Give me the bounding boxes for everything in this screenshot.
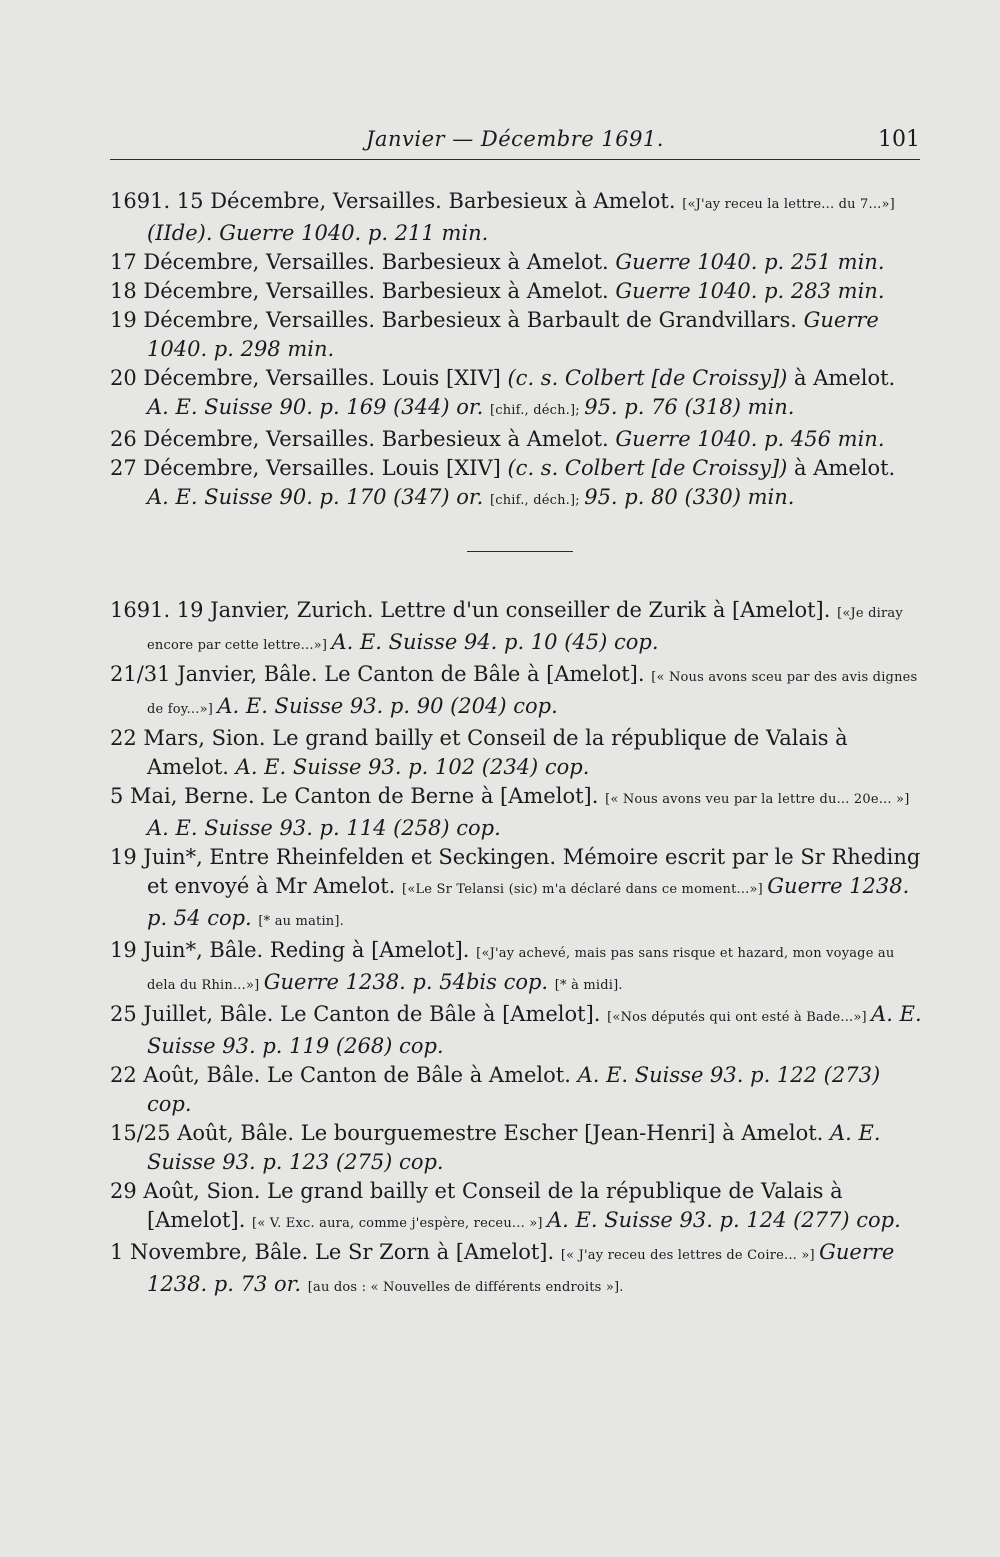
entry-description: 27 Décembre, Versailles. Louis [XIV] bbox=[110, 456, 508, 480]
entry-archive-reference: A. E. Suisse 93. p. 123 (275) cop. bbox=[147, 1121, 881, 1174]
entry-description: 19 Décembre, Versailles. Barbesieux à Barbault de Grandvillars. bbox=[110, 308, 804, 332]
calendar-entry bbox=[110, 1177, 922, 1238]
entry-archive-reference: A. E. Suisse 93. p. 102 (234) cop. bbox=[235, 755, 590, 779]
entry-archive-reference: 95. p. 80 (330) min. bbox=[584, 485, 795, 509]
calendar-entry bbox=[110, 724, 922, 782]
entry-archive-reference: Guerre 1040. p. 251 min. bbox=[615, 250, 885, 274]
entry-archive-reference: A. E. Suisse 93. p. 124 (277) cop. bbox=[547, 1208, 901, 1232]
entry-archive-reference: (c. s. Colbert [de Croissy]) bbox=[507, 366, 788, 390]
entry-recipient: à Amelot. bbox=[787, 456, 896, 480]
entry-description: 1 Novembre, Bâle. Le Sr Zorn à [Amelot]. bbox=[110, 1240, 561, 1264]
entry-recipient: à Amelot. bbox=[787, 366, 896, 390]
entry-archive-reference: Guerre 1040. p. 283 min. bbox=[615, 279, 885, 303]
entry-archive-reference: A. E. Suisse 93. p. 119 (268) cop. bbox=[147, 1002, 922, 1058]
entry-incipit: [«J'ay achevé, mais pas sans risque et hazard, mon voyage au dela du Rhin...»] bbox=[147, 946, 895, 993]
calendar-entry bbox=[110, 187, 922, 248]
entries-1691-switzerland bbox=[110, 596, 922, 1302]
calendar-entry bbox=[110, 596, 922, 660]
entry-incipit: [chif., déch.]; bbox=[489, 493, 585, 508]
calendar-entry bbox=[110, 277, 922, 306]
calendar-entry bbox=[110, 1061, 922, 1119]
entry-incipit: [« V. Exc. aura, comme j'espère, receu... »] bbox=[252, 1216, 547, 1231]
running-title: Janvier — Décembre 1691. bbox=[366, 127, 664, 151]
entry-archive-reference: 95. p. 76 (318) min. bbox=[584, 395, 795, 419]
entry-archive-reference: Guerre 1238. p. 73 or. bbox=[147, 1240, 895, 1296]
entry-description: 22 Août, Bâle. Le Canton de Bâle à Amelot. bbox=[110, 1063, 578, 1087]
entries-1691-december bbox=[110, 187, 922, 515]
entry-archive-reference: Guerre 1040. p. 298 min. bbox=[147, 308, 879, 361]
entry-incipit: [«Je diray encore par cette lettre...»] bbox=[147, 606, 903, 653]
entry-incipit: [« J'ay receu des lettres de Coire... »] bbox=[560, 1248, 820, 1263]
entry-remark: [* au matin]. bbox=[258, 914, 344, 929]
entry-archive-reference: A. E. Suisse 94. p. 10 (45) cop. bbox=[331, 630, 659, 654]
entry-description: 18 Décembre, Versailles. Barbesieux à Amelot. bbox=[110, 279, 616, 303]
calendar-entry bbox=[110, 306, 922, 364]
entry-description: 20 Décembre, Versailles. Louis [XIV] bbox=[110, 366, 508, 390]
entry-archive-reference: Guerre 1040. p. 456 min. bbox=[615, 427, 885, 451]
page-number: 101 bbox=[878, 127, 920, 152]
entry-description: 19 Juin*, Bâle. Reding à [Amelot]. bbox=[110, 938, 477, 962]
calendar-entry bbox=[110, 660, 922, 724]
entry-year: 1691. bbox=[110, 189, 177, 213]
calendar-entry bbox=[110, 936, 922, 1000]
entry-incipit: [chif., déch.]; bbox=[489, 403, 585, 418]
page-header bbox=[110, 127, 920, 160]
entry-remark: [* à midi]. bbox=[554, 978, 623, 993]
entry-incipit: [«J'ay receu la lettre... du 7...»] bbox=[682, 197, 895, 212]
entry-description: 22 Mars, Sion. Le grand bailly et Conseil de la république de Valais à Amelot. bbox=[110, 726, 848, 779]
calendar-entry bbox=[110, 454, 922, 515]
entry-archive-reference: A. E. Suisse 90. p. 170 (347) or. bbox=[147, 485, 490, 509]
entry-archive-reference: Guerre 1238. p. 54bis cop. bbox=[263, 970, 555, 994]
entry-description: 15/25 Août, Bâle. Le bourguemestre Escher [Jean-Henri] à Amelot. bbox=[110, 1121, 831, 1145]
entry-description: 29 Août, Sion. Le grand bailly et Conseil de la république de Valais à [Amelot]. bbox=[110, 1179, 843, 1232]
entry-description: 25 Juillet, Bâle. Le Canton de Bâle à [Amelot]. bbox=[110, 1002, 608, 1026]
entry-incipit: [« Nous avons veu par la lettre du... 20e... »] bbox=[605, 792, 910, 807]
section-separator bbox=[467, 551, 573, 552]
calendar-entry bbox=[110, 1119, 922, 1177]
entry-incipit: [« Nous avons sceu par des avis dignes de foy...»] bbox=[147, 670, 918, 717]
calendar-entry bbox=[110, 1238, 922, 1302]
entry-archive-reference: (IIde). Guerre 1040. p. 211 min. bbox=[147, 221, 489, 245]
entry-archive-reference: Guerre 1238. p. 54 cop. bbox=[147, 874, 910, 930]
calendar-entry bbox=[110, 843, 922, 936]
entry-description: 19 Janvier, Zurich. Lettre d'un conseiller de Zurik à [Amelot]. bbox=[176, 598, 838, 622]
entry-archive-reference: A. E. Suisse 93. p. 114 (258) cop. bbox=[147, 816, 501, 840]
calendar-entry bbox=[110, 364, 922, 425]
calendar-entry bbox=[110, 1000, 922, 1061]
entry-incipit: [«Le Sr Telansi (sic) m'a déclaré dans ce moment...»] bbox=[402, 882, 768, 897]
entry-description: 17 Décembre, Versailles. Barbesieux à Amelot. bbox=[110, 250, 616, 274]
entry-incipit: [«Nos députés qui ont esté à Bade...»] bbox=[607, 1010, 872, 1025]
entry-archive-reference: (c. s. Colbert [de Croissy]) bbox=[507, 456, 788, 480]
calendar-entry bbox=[110, 248, 922, 277]
entry-description: 26 Décembre, Versailles. Barbesieux à Amelot. bbox=[110, 427, 616, 451]
entry-description: 5 Mai, Berne. Le Canton de Berne à [Amelot]. bbox=[110, 784, 606, 808]
calendar-entry bbox=[110, 782, 922, 843]
entry-description: 19 Juin*, Entre Rheinfelden et Seckingen. Mémoire escrit par le Sr Rheding et envoyé à Mr Amelot. bbox=[110, 845, 921, 898]
entry-description: 15 Décembre, Versailles. Barbesieux à Amelot. bbox=[176, 189, 683, 213]
entry-archive-reference: A. E. Suisse 93. p. 122 (273) cop. bbox=[147, 1063, 881, 1116]
entry-archive-reference: A. E. Suisse 90. p. 169 (344) or. bbox=[147, 395, 490, 419]
entry-remark: [au dos : « Nouvelles de différents endroits »]. bbox=[307, 1280, 624, 1295]
calendar-entry bbox=[110, 425, 922, 454]
entry-archive-reference: A. E. Suisse 93. p. 90 (204) cop. bbox=[217, 694, 558, 718]
entry-year: 1691. bbox=[110, 598, 177, 622]
entry-description: 21/31 Janvier, Bâle. Le Canton de Bâle à [Amelot]. bbox=[110, 662, 652, 686]
